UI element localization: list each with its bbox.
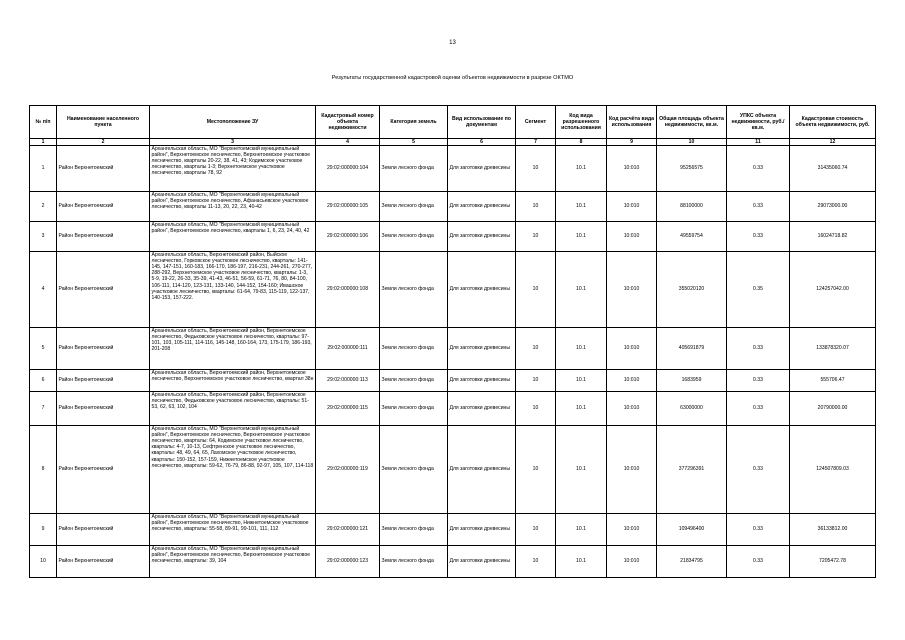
- column-number: 11: [727, 139, 790, 146]
- column-number: 7: [516, 139, 556, 146]
- segment: 10: [516, 252, 556, 328]
- table-row: [30, 328, 876, 370]
- upks: 0.33: [727, 546, 790, 578]
- land-location: Архангельская область, МО "Верхнетоемский муниципальный район", Верхнетоемское лесничество, Верхнетоемское участковое лесничество, кварталы 20-22, 38, 41, 43; Кодимское участковое лесничество, кварталы 1-3; Верхнетоемское участковое лесничество, кварталы 78, 92: [150, 146, 316, 192]
- area: 355020120: [657, 252, 727, 328]
- land-location: Архангельская область, МО "Верхнетоемский муниципальный район", Верхнетоемское лесничество, Афанасьевское участковое лесничество, кварталы 11-13, 20, 22, 23, 40-42: [150, 192, 316, 222]
- land-location: Архангельская область, Верхнетоемский район, Верхнетоемское лесничество, Верхнетоемское участковое лесничество, квартал 38н: [150, 370, 316, 392]
- settlement-name: Район Верхнетоемский: [57, 146, 150, 192]
- segment: 10: [516, 192, 556, 222]
- calc-code: 10:010: [607, 514, 657, 546]
- land-location: Архангельская область, МО "Верхнетоемский муниципальный район", Верхнетоемское лесничество, Верхнетоемское участковое лесничество, кварталы: 39, 104: [150, 546, 316, 578]
- upks: 0.33: [727, 146, 790, 192]
- settlement-name: Район Верхнетоемский: [57, 328, 150, 370]
- area: 95256575: [657, 146, 727, 192]
- row-number: 3: [30, 222, 57, 252]
- use-code: 10.1: [556, 328, 607, 370]
- table-row: [30, 514, 876, 546]
- cadastral-number: 29:02:000000:115: [316, 392, 380, 426]
- land-category: Земли лесного фонда: [380, 252, 448, 328]
- land-use: Для заготовки древесины: [448, 426, 516, 514]
- area: 1683959: [657, 370, 727, 392]
- land-use: Для заготовки древесины: [448, 252, 516, 328]
- land-category: Земли лесного фонда: [380, 514, 448, 546]
- col-header: Код расчёта вида использования: [607, 106, 657, 139]
- header-row: [30, 106, 876, 139]
- area: 109496400: [657, 514, 727, 546]
- row-number: 9: [30, 514, 57, 546]
- area: 49559754: [657, 222, 727, 252]
- calc-code: 10:010: [607, 392, 657, 426]
- land-location: Архангельская область, Верхнетоемский район, Верхнетоемское лесничество, Федьковское участковое лесничество, кварталы: 97-101, 103, 105-111, 114-116, 145-148, 160-164, 173, 175-179, 186-193, 201-208: [150, 328, 316, 370]
- column-number: 5: [380, 139, 448, 146]
- table-row: [30, 192, 876, 222]
- land-category: Земли лесного фонда: [380, 392, 448, 426]
- area: 405691879: [657, 328, 727, 370]
- use-code: 10.1: [556, 192, 607, 222]
- cadastral-number: 29:02:000000:123: [316, 546, 380, 578]
- use-code: 10.1: [556, 426, 607, 514]
- land-use: Для заготовки древесины: [448, 546, 516, 578]
- cadastral-number: 29:02:000000:121: [316, 514, 380, 546]
- segment: 10: [516, 370, 556, 392]
- cadastral-value: 29073000.00: [790, 192, 876, 222]
- row-number: 6: [30, 370, 57, 392]
- settlement-name: Район Верхнетоемский: [57, 546, 150, 578]
- upks: 0.33: [727, 370, 790, 392]
- use-code: 10.1: [556, 514, 607, 546]
- land-category: Земли лесного фонда: [380, 426, 448, 514]
- column-number: 9: [607, 139, 657, 146]
- row-number: 4: [30, 252, 57, 328]
- cadastral-number: 29:02:000000:119: [316, 426, 380, 514]
- use-code: 10.1: [556, 370, 607, 392]
- land-location: Архангельская область, МО "Верхнетоемский муниципальный район", Верхнетоемское лесничество, кварталы 1, 6, 23, 24, 40, 42: [150, 222, 316, 252]
- document-title: Результаты государственной кадастровой оценки объектов недвижимости в разрезе ОКТМО: [331, 75, 574, 81]
- segment: 10: [516, 546, 556, 578]
- land-use: Для заготовки древесины: [448, 192, 516, 222]
- page-number: 13: [449, 40, 456, 46]
- cadastral-value: 124507809.03: [790, 426, 876, 514]
- land-use: Для заготовки древесины: [448, 514, 516, 546]
- table-row: [30, 392, 876, 426]
- upks: 0.35: [727, 252, 790, 328]
- calc-code: 10:010: [607, 146, 657, 192]
- row-number: 10: [30, 546, 57, 578]
- segment: 10: [516, 146, 556, 192]
- upks: 0.33: [727, 328, 790, 370]
- settlement-name: Район Верхнетоемский: [57, 370, 150, 392]
- row-number: 5: [30, 328, 57, 370]
- land-category: Земли лесного фонда: [380, 328, 448, 370]
- calc-code: 10:010: [607, 328, 657, 370]
- column-number-row: [30, 139, 876, 146]
- cadastral-value: 124257042.00: [790, 252, 876, 328]
- upks: 0.33: [727, 514, 790, 546]
- column-number: 2: [57, 139, 150, 146]
- cadastral-number: 29:02:000000:108: [316, 252, 380, 328]
- use-code: 10.1: [556, 252, 607, 328]
- column-number: 10: [657, 139, 727, 146]
- calc-code: 10:010: [607, 222, 657, 252]
- calc-code: 10:010: [607, 546, 657, 578]
- column-number: 4: [316, 139, 380, 146]
- use-code: 10.1: [556, 392, 607, 426]
- settlement-name: Район Верхнетоемский: [57, 192, 150, 222]
- segment: 10: [516, 222, 556, 252]
- cadastral-number: 29:02:000000:113: [316, 370, 380, 392]
- segment: 10: [516, 426, 556, 514]
- land-use: Для заготовки древесины: [448, 328, 516, 370]
- cadastral-value: 31435060.74: [790, 146, 876, 192]
- land-location: Архангельская область, МО "Верхнетоемский муниципальный район", Верхнетоемское лесничество, Нижнетоемское участковое лесничество, кварталы: 55-58, 89-91, 99-101, 111, 112: [150, 514, 316, 546]
- cadastral-number: 29:02:000000:111: [316, 328, 380, 370]
- upks: 0.33: [727, 426, 790, 514]
- row-number: 8: [30, 426, 57, 514]
- cadastral-value: 7205472.78: [790, 546, 876, 578]
- cadastral-value: 36133812.00: [790, 514, 876, 546]
- land-location: Архангельская область, Верхнетоемский район, Верхнетоемское лесничество, Федьковское участковое лесничество, кварталы: 51-53, 62, 63, 102, 104: [150, 392, 316, 426]
- calc-code: 10:010: [607, 252, 657, 328]
- settlement-name: Район Верхнетоемский: [57, 252, 150, 328]
- col-header: Категория земель: [380, 106, 448, 139]
- cadastral-value: 20790000.00: [790, 392, 876, 426]
- land-category: Земли лесного фонда: [380, 192, 448, 222]
- segment: 10: [516, 514, 556, 546]
- settlement-name: Район Верхнетоемский: [57, 392, 150, 426]
- land-category: Земли лесного фонда: [380, 222, 448, 252]
- calc-code: 10:010: [607, 370, 657, 392]
- col-header: № п/п: [30, 106, 57, 139]
- col-header: Код вида разрешенного использования: [556, 106, 607, 139]
- land-use: Для заготовки древесины: [448, 146, 516, 192]
- table-row: [30, 546, 876, 578]
- col-header: Вид использование по документам: [448, 106, 516, 139]
- cadastral-number: 29:02:000000:105: [316, 192, 380, 222]
- use-code: 10.1: [556, 222, 607, 252]
- table-row: [30, 370, 876, 392]
- cadastral-value: 555706.47: [790, 370, 876, 392]
- column-number: 6: [448, 139, 516, 146]
- upks: 0.33: [727, 192, 790, 222]
- col-header: Кадастровая стоимость объекта недвижимости, руб.: [790, 106, 876, 139]
- column-number: 12: [790, 139, 876, 146]
- land-category: Земли лесного фонда: [380, 370, 448, 392]
- use-code: 10.1: [556, 546, 607, 578]
- upks: 0.33: [727, 222, 790, 252]
- calc-code: 10:010: [607, 192, 657, 222]
- area: 88100000: [657, 192, 727, 222]
- area: 377296391: [657, 426, 727, 514]
- area: 63000000: [657, 392, 727, 426]
- table-row: [30, 252, 876, 328]
- use-code: 10.1: [556, 146, 607, 192]
- col-header: Общая площадь объекта недвижимости, кв.м.: [657, 106, 727, 139]
- cadastral-value: 16024718.82: [790, 222, 876, 252]
- row-number: 1: [30, 146, 57, 192]
- col-header: Кадастровый номер объекта недвижимости: [316, 106, 380, 139]
- land-use: Для заготовки древесины: [448, 392, 516, 426]
- row-number: 2: [30, 192, 57, 222]
- settlement-name: Район Верхнетоемский: [57, 426, 150, 514]
- row-number: 7: [30, 392, 57, 426]
- segment: 10: [516, 392, 556, 426]
- col-header: Сегмент: [516, 106, 556, 139]
- land-category: Земли лесного фонда: [380, 546, 448, 578]
- land-location: Архангельская область, Верхнетоемский район, Выйское лесничество, Горковское участковое лесничество, кварталы: 141-145, 147-151, 160-183, 166-170, 186-197, 216-231, 244-261, 270-277, 288-292, Верхнетоемское участковое лесничество, кварталы: 1-3, 5-9, 19-22, 26-33, 35-39, 41-43, 46-51, 56-59, 61-71, 76, 80, 84-100, 106-111, 114-120, 123-131, 133-140, 144-152, 154-160; Ивашское участковое лесничество, кварталы: 61-64, 79-83, 115-119, 122-137, 140-153, 157-222.: [150, 252, 316, 328]
- column-number: 8: [556, 139, 607, 146]
- cadastral-number: 29:02:000000:106: [316, 222, 380, 252]
- segment: 10: [516, 328, 556, 370]
- col-header: Наименование населенного пункта: [57, 106, 150, 139]
- col-header: УПКС объекта недвижимости, руб./кв.м.: [727, 106, 790, 139]
- table-row: [30, 222, 876, 252]
- table-row: [30, 426, 876, 514]
- upks: 0.33: [727, 392, 790, 426]
- column-number: 1: [30, 139, 57, 146]
- table-row: [30, 146, 876, 192]
- settlement-name: Район Верхнетоемский: [57, 514, 150, 546]
- calc-code: 10:010: [607, 426, 657, 514]
- land-use: Для заготовки древесины: [448, 222, 516, 252]
- land-location: Архангельская область, МО "Верхнетоемский муниципальный район", Верхнетоемское лесничество, Верхнетоемское участковое лесничество, кварталы: 64, Кодимское участковое лесничество, кварталы: 4-7, 10-13, Сефтренское участковое лесничество, кварталы: 48, 49, 64, 65, Лахомское участковое лесничество, кварталы: 150-152, 157-159, Нижнетоемское участковое лесничество, кварталы: 59-62, 76-79, 86-88, 92-97, 105, 107, 114-118: [150, 426, 316, 514]
- cadastral-table: [29, 105, 876, 578]
- land-category: Земли лесного фонда: [380, 146, 448, 192]
- cadastral-value: 133878320.07: [790, 328, 876, 370]
- settlement-name: Район Верхнетоемский: [57, 222, 150, 252]
- col-header: Местоположение ЗУ: [150, 106, 316, 139]
- area: 21834795: [657, 546, 727, 578]
- cadastral-number: 29:02:000000:104: [316, 146, 380, 192]
- land-use: Для заготовки древесины: [448, 370, 516, 392]
- column-number: 3: [150, 139, 316, 146]
